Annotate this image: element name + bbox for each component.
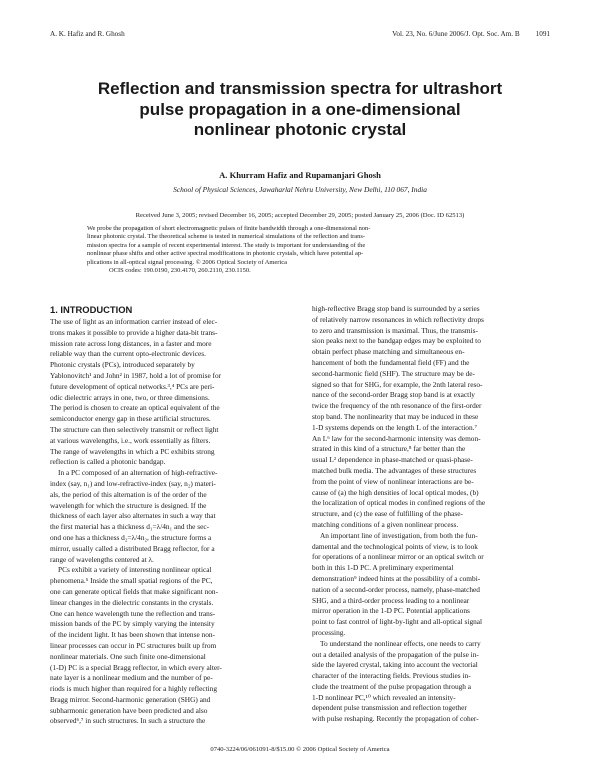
body-text-line: sion peaks next to the bandgap edges may be exploited to xyxy=(312,336,481,346)
body-text-line: The structure can then selectively transmit or reflect light xyxy=(50,424,219,434)
body-text-line: the first material has a thickness d₁=λ/4n₁ and the sec- xyxy=(50,522,210,532)
body-text-line: The use of light as an information carrier instead of elec- xyxy=(50,317,218,326)
body-text-line: The period is chosen to create an optical equivalent of the xyxy=(50,403,220,413)
body-text-line: mirror, usually called a distributed Bragg reflector, for a xyxy=(50,543,215,553)
body-text-line: In a PC composed of an alternation of high-refractive- xyxy=(58,468,218,478)
body-text-line: mission bands of the PC by simply varying the intensity xyxy=(50,619,215,629)
body-text-line: out a detailed analysis of the propagation of the pulse in- xyxy=(312,649,479,659)
title-line: Reflection and transmission spectra for ultrashort xyxy=(97,79,503,98)
body-text-line: of relatively narrow resonances in which reflectivity drops xyxy=(312,314,484,324)
body-text-line: usual L² dependence in phase-matched or quasi-phase- xyxy=(312,455,473,465)
body-text-line: The range of wavelengths in which a PC exhibits strong xyxy=(50,446,215,456)
paper-title xyxy=(60,79,540,141)
body-text-line: als, the period of this alternation is of the order of the xyxy=(50,489,207,499)
body-text-line: cause of (a) the high densities of local optical modes, (b) xyxy=(312,487,479,497)
body-text-line: clude the treatment of the pulse propagation through a xyxy=(312,681,472,691)
body-text-line: linear processes can occur in PC structures built up from xyxy=(50,640,217,650)
body-text-line: second-harmonic field (SHF). The structure may be de- xyxy=(312,368,476,378)
author-list: A. Khurram Hafiz and Rupamanjari Ghosh xyxy=(219,170,381,180)
body-text-line: matched bulk media. The advantages of these structures xyxy=(312,465,477,475)
body-text-line: from the point of view of nonlinear interactions are be- xyxy=(312,476,474,486)
body-text-line: for operations of a nonlinear mirror or an optical switch or xyxy=(312,552,484,562)
body-text-line: Bragg mirror. Second-harmonic generation (SHG) and xyxy=(50,694,211,704)
title-line: nonlinear photonic crystal xyxy=(193,120,407,139)
body-text-line: index (say, n₁) and low-refractive-index (say, n₂) materi- xyxy=(50,478,216,488)
affiliation: School of Physical Sciences, Jawaharlal Nehru University, New Delhi, 110 067, India xyxy=(173,185,427,194)
body-text-line: nate layer is a nonlinear medium and the number of pe- xyxy=(50,673,213,683)
body-text-line: One can hence wavelength tune the reflection and trans- xyxy=(50,608,216,618)
body-text-line: To understand the nonlinear effects, one needs to carry xyxy=(320,638,481,648)
body-text-line: thickness of each layer also alternates in such a way that xyxy=(50,511,216,521)
body-text-line: hancement of both the fundamental field (FF) and the xyxy=(312,357,470,367)
body-text-line: reliable way than the current opto-electronic devices. xyxy=(50,349,206,359)
body-text-line: ond one has a thickness d₂=λ/4n₂, the structure forms a xyxy=(50,532,212,542)
body-text-line: observed⁶,⁷ in such structures. In such a structure the xyxy=(50,716,206,726)
running-head-authors: A. K. Hafiz and R. Ghosh xyxy=(50,30,125,38)
body-text-line: at various wavelengths, i.e., work essentially as filters. xyxy=(50,435,211,445)
body-text-line: side the layered crystal, taking into account the vectorial xyxy=(312,660,478,670)
body-text-line: signed so that for SHG, for example, the 2nth lateral reso- xyxy=(312,379,483,389)
received-dates: Received June 3, 2005; revised December 16, 2005; accepted December 29, 2005; posted January 25, 2006 (Doc. ID 62513) xyxy=(135,212,465,219)
body-text-line: both in this 1-D PC. A preliminary experimental xyxy=(312,563,454,573)
body-text-line: wavelength for which the structure is designed. If the xyxy=(50,500,207,510)
body-text-line: processing. xyxy=(312,627,346,637)
body-text-line: matching conditions of a given nonlinear process. xyxy=(312,519,459,529)
copyright-footer: 0740-3224/06/061091-8/$15.00 © 2006 Optical Society of America xyxy=(210,746,390,753)
body-text-line: future development of optical networks.³,⁴ PCs are peri- xyxy=(50,381,215,391)
body-text-line: high-reflective Bragg stop band is surrounded by a series xyxy=(312,304,480,313)
body-text-line: structure, and (c) the ease of fulfilling of the phase- xyxy=(312,509,463,519)
section-heading: 1. INTRODUCTION xyxy=(50,304,133,315)
body-text-line: demonstration⁹ indeed hints at the possibility of a combi- xyxy=(312,573,481,583)
body-text-line: PCs exhibit a variety of interesting nonlinear optical xyxy=(58,565,212,575)
body-text-line: strated in this kind of a structure,⁸ far better than the xyxy=(312,444,466,454)
body-text-line: stop band. The nonlinearity that may be induced in these xyxy=(312,411,479,421)
left-column xyxy=(50,303,300,727)
body-text-line: (1-D) PC is a special Bragg reflector, in which every alter- xyxy=(50,662,222,672)
body-text-line: Photonic crystals (PCs), introduced separately by xyxy=(50,360,195,370)
body-text-line: 1-D nonlinear PC,¹⁰ which revealed an intensity- xyxy=(312,692,456,702)
abstract-line: nonlinear phase shifts and other active spectral modifications in photonic crystals, which have potential ap- xyxy=(87,250,364,258)
abstract-line: plications in all-optical signal processing. © 2006 Optical Society of America xyxy=(87,258,287,266)
body-text-line: mission rate across long distances, in a faster and more xyxy=(50,338,212,348)
body-text-line: trons makes it possible to provide a higher data-bit trans- xyxy=(50,327,218,337)
body-text-line: to zero and transmission is maximal. Thus, the transmis- xyxy=(312,325,478,335)
title-line: pulse propagation in a one-dimensional xyxy=(139,99,461,119)
running-head-right xyxy=(392,30,550,38)
body-text-line: 1-D systems depends on the length L of the interaction.⁷ xyxy=(312,422,478,432)
body-text-line: subharmonic generation have been predicted and also xyxy=(50,705,208,715)
body-text-line: character of the interacting fields. Previous studies in- xyxy=(312,671,471,681)
body-text-line: dependent pulse transmission and reflection together xyxy=(312,703,467,713)
body-text-line: obtain perfect phase matching and simultaneous en- xyxy=(312,347,465,357)
running-head xyxy=(50,30,550,38)
body-text-line: one can generate optical fields that make significant non- xyxy=(50,586,219,596)
body-text-line: phenomena.⁵ Inside the small spatial regions of the PC, xyxy=(50,576,213,586)
body-text-line: SHG, and a third-order process leading to a nonlinear xyxy=(312,595,470,605)
body-text-line: mirror operation in the 1-D PC. Potential applications xyxy=(312,606,470,616)
ocis-codes: OCIS codes: 190.0190, 230.4170, 260.2110, 230.1150. xyxy=(109,267,251,275)
body-text-line: with pulse reshaping. Recently the propagation of coher- xyxy=(312,714,479,724)
body-text-line: odic dielectric arrays in one, two, or three dimensions. xyxy=(50,392,210,402)
body-text-line: Yablonovitch¹ and John² in 1987, hold a lot of promise for xyxy=(50,370,222,380)
body-text-line: riods is much higher than required for a highly reflecting xyxy=(50,684,218,694)
body-text-line: nation of a second-order process, namely, phase-matched xyxy=(312,584,480,594)
body-text-line: reflection is called a photonic bandgap. xyxy=(50,457,166,467)
body-text-line: An important line of investigation, from both the fun- xyxy=(320,530,478,540)
abstract xyxy=(87,225,511,275)
body-text-line: linear changes in the dielectric constants in the crystals. xyxy=(50,597,214,607)
abstract-line: We probe the propagation of short electromagnetic pulses of finite bandwidth through a one-dimensional non- xyxy=(87,225,371,232)
right-column xyxy=(312,304,562,725)
body-text-line: the localization of optical modes in confined regions of the xyxy=(312,498,486,508)
body-text-line: twice the frequency of the nth resonance of the first-order xyxy=(312,401,482,411)
abstract-line: mission spectra for a sample of recent experimental interest. The study is important for understanding of the xyxy=(87,241,366,249)
body-text-line: of the incident light. It has been shown that intense non- xyxy=(50,630,215,640)
body-text-line: semiconductor energy gap in these artificial structures. xyxy=(50,414,211,424)
running-head-journal: Vol. 23, No. 6/June 2006/J. Opt. Soc. Am. B xyxy=(392,30,520,38)
body-text-line: range of wavelengths centered at λ. xyxy=(50,554,154,564)
abstract-line: linear photonic crystal. The theoretical scheme is tested in numerical simulations of the reflection and trans- xyxy=(87,233,366,241)
page-number: 1091 xyxy=(535,30,550,38)
body-text-line: nance of the second-order Bragg stop band is at exactly xyxy=(312,390,475,400)
body-text-line: An L⁶ law for the second-harmonic intensity was demon- xyxy=(312,433,481,443)
body-text-line: nonlinear materials. One such finite one-dimensional xyxy=(50,651,206,661)
body-text-line: point to fast control of light-by-light and all-optical signal xyxy=(312,617,483,627)
body-text-line: damental and the technological points of view, is to look xyxy=(312,541,478,551)
